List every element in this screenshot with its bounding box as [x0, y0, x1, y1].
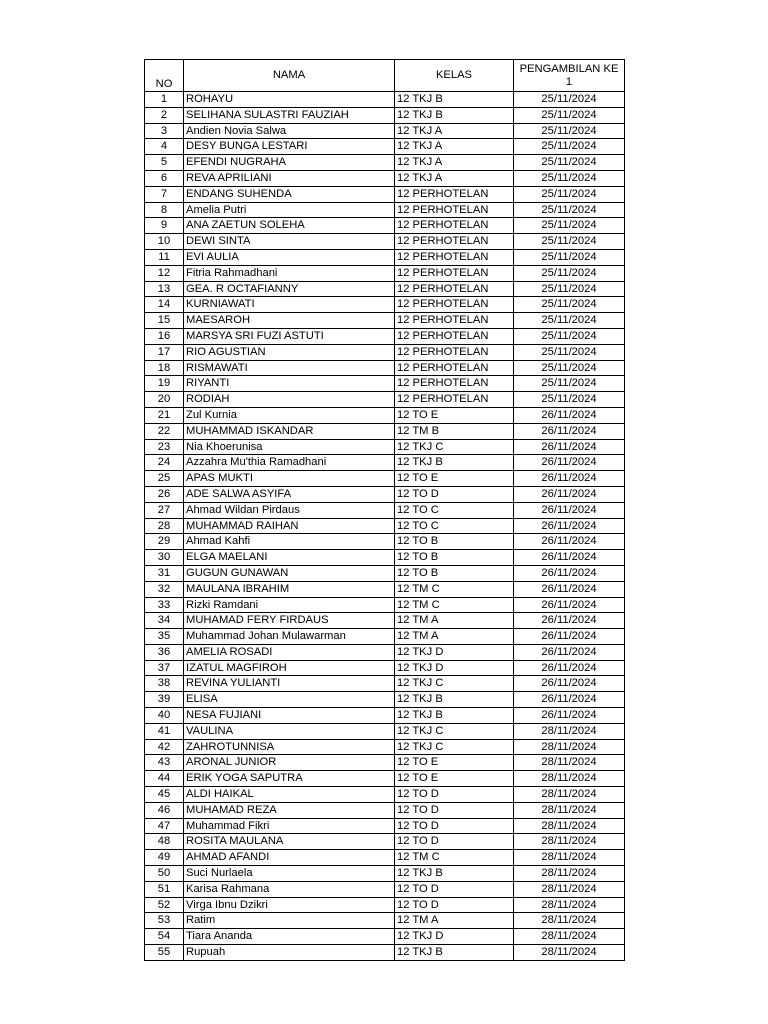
cell-nama: ALDI HAIKAL: [184, 787, 395, 803]
cell-nama: GUGUN GUNAWAN: [184, 565, 395, 581]
cell-tanggal: 26/11/2024: [514, 550, 625, 566]
cell-kelas: 12 TO B: [395, 550, 514, 566]
cell-kelas: 12 TKJ D: [395, 644, 514, 660]
cell-no: 50: [145, 866, 184, 882]
header-kelas: KELAS: [395, 60, 514, 92]
cell-kelas: 12 TM C: [395, 850, 514, 866]
cell-no: 5: [145, 155, 184, 171]
attendance-sheet: [144, 59, 624, 961]
table-row: [145, 107, 625, 123]
cell-kelas: 12 TKJ C: [395, 723, 514, 739]
cell-tanggal: 26/11/2024: [514, 692, 625, 708]
cell-kelas: 12 TKJ C: [395, 739, 514, 755]
cell-kelas: 12 TKJ B: [395, 455, 514, 471]
cell-kelas: 12 PERHOTELAN: [395, 392, 514, 408]
cell-kelas: 12 TKJ C: [395, 439, 514, 455]
cell-nama: RIYANTI: [184, 376, 395, 392]
cell-tanggal: 25/11/2024: [514, 107, 625, 123]
cell-tanggal: 26/11/2024: [514, 455, 625, 471]
table-row: [145, 802, 625, 818]
cell-tanggal: 25/11/2024: [514, 123, 625, 139]
cell-nama: REVINA YULIANTI: [184, 676, 395, 692]
cell-tanggal: 28/11/2024: [514, 771, 625, 787]
cell-kelas: 12 TO E: [395, 771, 514, 787]
cell-tanggal: 28/11/2024: [514, 897, 625, 913]
cell-kelas: 12 PERHOTELAN: [395, 218, 514, 234]
cell-kelas: 12 TKJ B: [395, 692, 514, 708]
cell-tanggal: 26/11/2024: [514, 534, 625, 550]
cell-no: 8: [145, 202, 184, 218]
cell-tanggal: 26/11/2024: [514, 660, 625, 676]
cell-nama: ENDANG SUHENDA: [184, 186, 395, 202]
cell-nama: Andien Novia Salwa: [184, 123, 395, 139]
cell-nama: Ahmad Wildan Pirdaus: [184, 502, 395, 518]
cell-kelas: 12 PERHOTELAN: [395, 186, 514, 202]
header-pengambilan: PENGAMBILAN KE 1: [514, 60, 625, 92]
cell-nama: ARONAL JUNIOR: [184, 755, 395, 771]
cell-tanggal: 28/11/2024: [514, 866, 625, 882]
cell-nama: EFENDI NUGRAHA: [184, 155, 395, 171]
cell-kelas: 12 TM C: [395, 581, 514, 597]
cell-nama: ELISA: [184, 692, 395, 708]
cell-nama: ROSITA MAULANA: [184, 834, 395, 850]
cell-kelas: 12 TKJ A: [395, 170, 514, 186]
table-row: [145, 850, 625, 866]
cell-tanggal: 26/11/2024: [514, 597, 625, 613]
cell-no: 3: [145, 123, 184, 139]
cell-kelas: 12 PERHOTELAN: [395, 328, 514, 344]
cell-no: 21: [145, 407, 184, 423]
cell-no: 32: [145, 581, 184, 597]
cell-tanggal: 28/11/2024: [514, 739, 625, 755]
table-row: [145, 218, 625, 234]
cell-no: 52: [145, 897, 184, 913]
cell-nama: AHMAD AFANDI: [184, 850, 395, 866]
cell-nama: Ratim: [184, 913, 395, 929]
cell-nama: Rizki Ramdani: [184, 597, 395, 613]
cell-kelas: 12 TM A: [395, 913, 514, 929]
table-row: [145, 234, 625, 250]
cell-no: 15: [145, 313, 184, 329]
cell-tanggal: 25/11/2024: [514, 281, 625, 297]
cell-kelas: 12 TO D: [395, 486, 514, 502]
cell-no: 49: [145, 850, 184, 866]
table-row: [145, 439, 625, 455]
cell-nama: MUHAMAD REZA: [184, 802, 395, 818]
cell-nama: MAULANA IBRAHIM: [184, 581, 395, 597]
table-body: [145, 92, 625, 961]
cell-no: 17: [145, 344, 184, 360]
cell-kelas: 12 TKJ A: [395, 139, 514, 155]
cell-no: 9: [145, 218, 184, 234]
cell-tanggal: 28/11/2024: [514, 913, 625, 929]
cell-kelas: 12 TKJ B: [395, 107, 514, 123]
table-row: [145, 92, 625, 108]
cell-no: 38: [145, 676, 184, 692]
cell-kelas: 12 PERHOTELAN: [395, 234, 514, 250]
table-row: [145, 186, 625, 202]
cell-nama: ELGA MAELANI: [184, 550, 395, 566]
cell-kelas: 12 TKJ B: [395, 866, 514, 882]
cell-kelas: 12 TM C: [395, 597, 514, 613]
table-row: [145, 929, 625, 945]
table-row: [145, 423, 625, 439]
cell-kelas: 12 TO D: [395, 818, 514, 834]
cell-nama: ADE SALWA ASYIFA: [184, 486, 395, 502]
cell-nama: EVI AULIA: [184, 249, 395, 265]
cell-tanggal: 25/11/2024: [514, 170, 625, 186]
table-row: [145, 155, 625, 171]
cell-no: 54: [145, 929, 184, 945]
cell-tanggal: 28/11/2024: [514, 834, 625, 850]
cell-tanggal: 26/11/2024: [514, 676, 625, 692]
cell-nama: NESA FUJIANI: [184, 708, 395, 724]
table-row: [145, 455, 625, 471]
cell-kelas: 12 PERHOTELAN: [395, 202, 514, 218]
cell-tanggal: 25/11/2024: [514, 328, 625, 344]
cell-tanggal: 26/11/2024: [514, 471, 625, 487]
cell-no: 42: [145, 739, 184, 755]
cell-nama: VAULINA: [184, 723, 395, 739]
cell-kelas: 12 PERHOTELAN: [395, 265, 514, 281]
cell-kelas: 12 TO B: [395, 565, 514, 581]
cell-tanggal: 26/11/2024: [514, 708, 625, 724]
table-row: [145, 866, 625, 882]
cell-tanggal: 25/11/2024: [514, 265, 625, 281]
cell-no: 45: [145, 787, 184, 803]
cell-nama: DESY BUNGA LESTARI: [184, 139, 395, 155]
cell-no: 43: [145, 755, 184, 771]
table-row: [145, 660, 625, 676]
table-row: [145, 281, 625, 297]
cell-nama: RODIAH: [184, 392, 395, 408]
cell-nama: Nia Khoerunisa: [184, 439, 395, 455]
cell-nama: REVA APRILIANI: [184, 170, 395, 186]
cell-kelas: 12 TO D: [395, 897, 514, 913]
cell-no: 20: [145, 392, 184, 408]
cell-tanggal: 25/11/2024: [514, 202, 625, 218]
cell-no: 35: [145, 629, 184, 645]
cell-nama: Fitria Rahmadhani: [184, 265, 395, 281]
table-row: [145, 644, 625, 660]
cell-no: 4: [145, 139, 184, 155]
cell-nama: MUHAMMAD RAIHAN: [184, 518, 395, 534]
header-no: NO: [145, 60, 184, 92]
cell-nama: MUHAMMAD ISKANDAR: [184, 423, 395, 439]
cell-no: 55: [145, 945, 184, 961]
cell-nama: Zul Kurnia: [184, 407, 395, 423]
cell-tanggal: 25/11/2024: [514, 313, 625, 329]
cell-no: 53: [145, 913, 184, 929]
cell-kelas: 12 TKJ A: [395, 155, 514, 171]
table-row: [145, 328, 625, 344]
cell-no: 44: [145, 771, 184, 787]
cell-no: 19: [145, 376, 184, 392]
cell-nama: ROHAYU: [184, 92, 395, 108]
cell-kelas: 12 TKJ B: [395, 92, 514, 108]
cell-kelas: 12 TO D: [395, 881, 514, 897]
cell-kelas: 12 PERHOTELAN: [395, 344, 514, 360]
cell-tanggal: 28/11/2024: [514, 850, 625, 866]
cell-tanggal: 28/11/2024: [514, 802, 625, 818]
table-row: [145, 597, 625, 613]
cell-nama: Rupuah: [184, 945, 395, 961]
table-row: [145, 344, 625, 360]
cell-nama: Virga Ibnu Dzikri: [184, 897, 395, 913]
cell-tanggal: 28/11/2024: [514, 787, 625, 803]
cell-kelas: 12 TKJ B: [395, 708, 514, 724]
cell-nama: Karisa Rahmana: [184, 881, 395, 897]
table-row: [145, 945, 625, 961]
cell-no: 33: [145, 597, 184, 613]
table-row: [145, 723, 625, 739]
cell-kelas: 12 TKJ D: [395, 660, 514, 676]
header-row: [145, 60, 625, 92]
table-row: [145, 692, 625, 708]
cell-kelas: 12 TM B: [395, 423, 514, 439]
cell-no: 18: [145, 360, 184, 376]
cell-no: 23: [145, 439, 184, 455]
header-nama: NAMA: [184, 60, 395, 92]
cell-kelas: 12 TO E: [395, 755, 514, 771]
cell-tanggal: 25/11/2024: [514, 249, 625, 265]
cell-nama: Muhammad Johan Mulawarman: [184, 629, 395, 645]
cell-tanggal: 25/11/2024: [514, 360, 625, 376]
cell-no: 31: [145, 565, 184, 581]
cell-nama: GEA. R OCTAFIANNY: [184, 281, 395, 297]
table-row: [145, 518, 625, 534]
cell-nama: DEWI SINTA: [184, 234, 395, 250]
table-row: [145, 170, 625, 186]
cell-tanggal: 25/11/2024: [514, 234, 625, 250]
cell-no: 47: [145, 818, 184, 834]
cell-nama: AMELIA ROSADI: [184, 644, 395, 660]
cell-no: 14: [145, 297, 184, 313]
cell-tanggal: 25/11/2024: [514, 139, 625, 155]
cell-no: 40: [145, 708, 184, 724]
cell-tanggal: 26/11/2024: [514, 486, 625, 502]
table-row: [145, 913, 625, 929]
cell-tanggal: 25/11/2024: [514, 297, 625, 313]
cell-nama: APAS MUKTI: [184, 471, 395, 487]
table-row: [145, 534, 625, 550]
cell-no: 34: [145, 613, 184, 629]
cell-tanggal: 26/11/2024: [514, 407, 625, 423]
cell-no: 7: [145, 186, 184, 202]
cell-tanggal: 26/11/2024: [514, 439, 625, 455]
cell-tanggal: 25/11/2024: [514, 92, 625, 108]
table-row: [145, 613, 625, 629]
cell-kelas: 12 TKJ A: [395, 123, 514, 139]
cell-tanggal: 25/11/2024: [514, 392, 625, 408]
cell-kelas: 12 TKJ D: [395, 929, 514, 945]
table-row: [145, 550, 625, 566]
cell-no: 1: [145, 92, 184, 108]
table-header: [145, 60, 625, 92]
table-row: [145, 881, 625, 897]
cell-tanggal: 26/11/2024: [514, 613, 625, 629]
table-row: [145, 486, 625, 502]
table-row: [145, 897, 625, 913]
cell-no: 24: [145, 455, 184, 471]
cell-no: 13: [145, 281, 184, 297]
cell-kelas: 12 TO C: [395, 518, 514, 534]
table-row: [145, 313, 625, 329]
cell-tanggal: 25/11/2024: [514, 376, 625, 392]
cell-kelas: 12 TM A: [395, 629, 514, 645]
cell-kelas: 12 TKJ C: [395, 676, 514, 692]
cell-nama: Amelia Putri: [184, 202, 395, 218]
cell-nama: MAESAROH: [184, 313, 395, 329]
cell-no: 10: [145, 234, 184, 250]
cell-nama: Muhammad Fikri: [184, 818, 395, 834]
table-row: [145, 249, 625, 265]
cell-no: 12: [145, 265, 184, 281]
cell-no: 27: [145, 502, 184, 518]
table-row: [145, 834, 625, 850]
cell-kelas: 12 TO D: [395, 787, 514, 803]
cell-nama: Ahmad Kahfi: [184, 534, 395, 550]
table-row: [145, 123, 625, 139]
cell-no: 16: [145, 328, 184, 344]
table-row: [145, 360, 625, 376]
cell-tanggal: 26/11/2024: [514, 644, 625, 660]
cell-kelas: 12 PERHOTELAN: [395, 281, 514, 297]
cell-kelas: 12 TO E: [395, 407, 514, 423]
cell-kelas: 12 PERHOTELAN: [395, 376, 514, 392]
cell-nama: ANA ZAETUN SOLEHA: [184, 218, 395, 234]
table-row: [145, 629, 625, 645]
cell-kelas: 12 TO B: [395, 534, 514, 550]
cell-nama: IZATUL MAGFIROH: [184, 660, 395, 676]
cell-no: 46: [145, 802, 184, 818]
cell-kelas: 12 TO C: [395, 502, 514, 518]
cell-tanggal: 28/11/2024: [514, 755, 625, 771]
cell-tanggal: 26/11/2024: [514, 565, 625, 581]
cell-tanggal: 28/11/2024: [514, 881, 625, 897]
cell-tanggal: 26/11/2024: [514, 518, 625, 534]
cell-nama: MUHAMAD FERY FIRDAUS: [184, 613, 395, 629]
cell-no: 36: [145, 644, 184, 660]
cell-no: 48: [145, 834, 184, 850]
cell-nama: MARSYA SRI FUZI ASTUTI: [184, 328, 395, 344]
cell-nama: SELIHANA SULASTRI FAUZIAH: [184, 107, 395, 123]
cell-nama: Suci Nurlaela: [184, 866, 395, 882]
cell-no: 39: [145, 692, 184, 708]
cell-tanggal: 28/11/2024: [514, 723, 625, 739]
cell-kelas: 12 TO E: [395, 471, 514, 487]
cell-kelas: 12 PERHOTELAN: [395, 313, 514, 329]
cell-nama: Tiara Ananda: [184, 929, 395, 945]
cell-tanggal: 28/11/2024: [514, 818, 625, 834]
cell-nama: ERIK YOGA SAPUTRA: [184, 771, 395, 787]
cell-no: 11: [145, 249, 184, 265]
table-row: [145, 297, 625, 313]
table-row: [145, 787, 625, 803]
table-row: [145, 755, 625, 771]
table-row: [145, 407, 625, 423]
table-row: [145, 139, 625, 155]
cell-tanggal: 25/11/2024: [514, 186, 625, 202]
table-row: [145, 581, 625, 597]
cell-nama: RISMAWATI: [184, 360, 395, 376]
cell-no: 30: [145, 550, 184, 566]
table-row: [145, 818, 625, 834]
cell-kelas: 12 TM A: [395, 613, 514, 629]
cell-tanggal: 25/11/2024: [514, 344, 625, 360]
cell-no: 29: [145, 534, 184, 550]
cell-kelas: 12 PERHOTELAN: [395, 360, 514, 376]
cell-no: 2: [145, 107, 184, 123]
table-row: [145, 502, 625, 518]
cell-no: 28: [145, 518, 184, 534]
cell-kelas: 12 PERHOTELAN: [395, 249, 514, 265]
cell-nama: KURNIAWATI: [184, 297, 395, 313]
cell-no: 26: [145, 486, 184, 502]
cell-no: 25: [145, 471, 184, 487]
cell-nama: Azzahra Mu'thia Ramadhani: [184, 455, 395, 471]
cell-kelas: 12 TO D: [395, 802, 514, 818]
table-row: [145, 771, 625, 787]
cell-tanggal: 26/11/2024: [514, 423, 625, 439]
table-row: [145, 565, 625, 581]
cell-no: 6: [145, 170, 184, 186]
cell-tanggal: 25/11/2024: [514, 155, 625, 171]
cell-no: 51: [145, 881, 184, 897]
table-row: [145, 265, 625, 281]
cell-no: 41: [145, 723, 184, 739]
cell-kelas: 12 PERHOTELAN: [395, 297, 514, 313]
cell-tanggal: 26/11/2024: [514, 581, 625, 597]
table-row: [145, 676, 625, 692]
table-row: [145, 471, 625, 487]
cell-tanggal: 25/11/2024: [514, 218, 625, 234]
table-row: [145, 708, 625, 724]
table-row: [145, 739, 625, 755]
cell-kelas: 12 TKJ B: [395, 945, 514, 961]
cell-nama: RIO AGUSTIAN: [184, 344, 395, 360]
cell-kelas: 12 TO D: [395, 834, 514, 850]
table-row: [145, 202, 625, 218]
table-row: [145, 376, 625, 392]
cell-tanggal: 28/11/2024: [514, 929, 625, 945]
cell-nama: ZAHROTUNNISA: [184, 739, 395, 755]
cell-tanggal: 26/11/2024: [514, 502, 625, 518]
table-row: [145, 392, 625, 408]
cell-no: 22: [145, 423, 184, 439]
cell-tanggal: 28/11/2024: [514, 945, 625, 961]
cell-no: 37: [145, 660, 184, 676]
cell-tanggal: 26/11/2024: [514, 629, 625, 645]
pickup-table: [144, 59, 625, 961]
